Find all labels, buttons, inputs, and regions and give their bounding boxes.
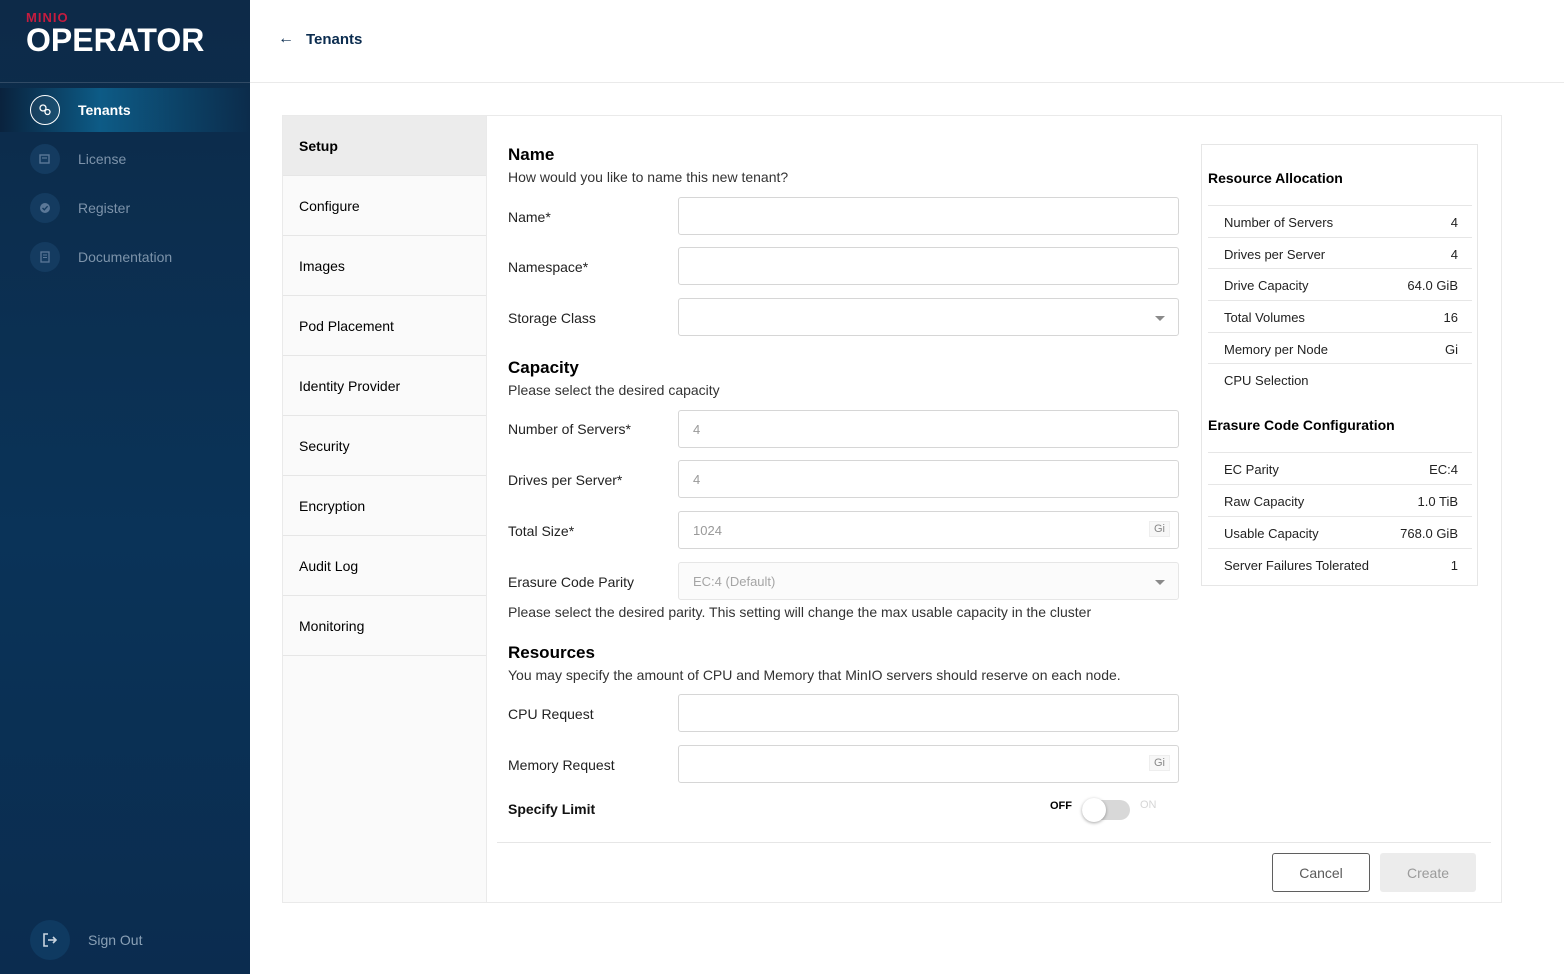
step-images[interactable]: Images — [283, 236, 486, 296]
summary-key: Server Failures Tolerated — [1224, 558, 1369, 573]
total-size-unit: Gi — [1149, 521, 1170, 537]
sidebar-divider — [0, 82, 250, 83]
memory-request-input[interactable] — [678, 745, 1179, 783]
total-size-label: Total Size* — [508, 523, 575, 539]
sign-out-label: Sign Out — [88, 932, 143, 948]
setup-form — [508, 116, 1180, 836]
tenant-size-summary — [1201, 144, 1478, 586]
servers-label: Number of Servers* — [508, 421, 631, 437]
summary-key: Raw Capacity — [1224, 494, 1305, 509]
step-encryption[interactable]: Encryption — [283, 476, 486, 536]
sign-out-icon — [30, 920, 70, 960]
parity-value: EC:4 (Default) — [693, 573, 776, 589]
drives-per-server-input[interactable]: 4 — [678, 460, 1179, 498]
parity-help-text: Please select the desired parity. This setting will change the max usable capacity in the cluster — [508, 604, 1092, 620]
toggle-off-label: OFF — [1050, 800, 1072, 812]
cpu-request-input[interactable] — [678, 694, 1179, 732]
footer-divider — [497, 842, 1491, 843]
step-setup[interactable]: Setup — [283, 116, 486, 176]
create-tenant-wizard — [282, 115, 1502, 903]
logo-minio-text: MINIO — [26, 10, 69, 25]
sidebar-item-register[interactable] — [0, 186, 250, 230]
step-identity-provider[interactable]: Identity Provider — [283, 356, 486, 416]
toggle-on-label: ON — [1140, 799, 1157, 811]
resource-allocation-title: Resource Allocation — [1208, 170, 1343, 186]
toggle-knob — [1082, 798, 1106, 822]
namespace-input[interactable] — [678, 247, 1179, 285]
erasure-code-parity-select[interactable] — [678, 562, 1179, 600]
back-label: Tenants — [306, 30, 363, 48]
summary-key: Drive Capacity — [1224, 278, 1309, 293]
summary-value: 64.0 GiB — [1407, 278, 1458, 293]
drives-label: Drives per Server* — [508, 472, 623, 488]
summary-row — [1208, 205, 1472, 237]
capacity-section-description: Please select the desired capacity — [508, 382, 720, 398]
register-check-icon — [30, 193, 60, 223]
capacity-section-title: Capacity — [508, 358, 579, 377]
sidebar-item-label: Tenants — [78, 102, 131, 118]
erasure-code-config-title: Erasure Code Configuration — [1208, 417, 1395, 433]
summary-row — [1208, 237, 1472, 269]
name-label: Name* — [508, 209, 551, 225]
sidebar — [0, 0, 250, 974]
summary-row — [1208, 268, 1472, 300]
sidebar-item-label: Documentation — [78, 249, 173, 265]
summary-row — [1208, 484, 1472, 516]
summary-value: 1 — [1450, 558, 1458, 573]
parity-label: Erasure Code Parity — [508, 574, 635, 590]
summary-key: EC Parity — [1224, 462, 1279, 477]
sidebar-item-documentation[interactable] — [0, 235, 250, 279]
cancel-button[interactable]: Cancel — [1272, 853, 1370, 892]
summary-value: EC:4 — [1429, 462, 1458, 477]
back-arrow-icon: ← — [278, 30, 294, 47]
summary-key: Drives per Server — [1224, 247, 1326, 262]
summary-row — [1208, 363, 1472, 395]
summary-row — [1208, 452, 1472, 484]
storage-class-select[interactable] — [678, 298, 1179, 336]
step-audit-log[interactable]: Audit Log — [283, 536, 486, 596]
step-configure[interactable]: Configure — [283, 176, 486, 236]
summary-key: CPU Selection — [1224, 373, 1309, 388]
license-icon — [30, 144, 60, 174]
namespace-label: Namespace* — [508, 259, 589, 275]
specify-limit-label: Specify Limit — [508, 801, 596, 817]
summary-row — [1208, 300, 1472, 332]
logo-operator-text: OPERATOR — [26, 22, 205, 58]
back-to-tenants-link[interactable] — [278, 30, 362, 48]
documentation-icon — [30, 242, 60, 272]
storage-class-label: Storage Class — [508, 310, 596, 326]
summary-value: Gi — [1445, 342, 1458, 357]
sidebar-item-label: License — [78, 151, 127, 167]
name-input[interactable] — [678, 197, 1179, 235]
name-section-title: Name — [508, 145, 555, 164]
memory-request-unit: Gi — [1149, 755, 1170, 771]
sign-out-button[interactable] — [30, 920, 142, 960]
summary-row — [1208, 516, 1472, 548]
step-security[interactable]: Security — [283, 416, 486, 476]
summary-value: 768.0 GiB — [1400, 526, 1458, 541]
summary-row — [1208, 332, 1472, 364]
summary-value: 16 — [1443, 310, 1458, 325]
minio-operator-logo[interactable] — [26, 10, 204, 57]
sidebar-item-tenants[interactable] — [0, 88, 250, 132]
step-pod-placement[interactable]: Pod Placement — [283, 296, 486, 356]
summary-value: 1.0 TiB — [1417, 494, 1458, 509]
wizard-steps — [283, 116, 487, 902]
number-of-servers-input[interactable]: 4 — [678, 410, 1179, 448]
summary-key: Total Volumes — [1224, 310, 1305, 325]
specify-limit-toggle-group — [1050, 796, 1180, 822]
tenants-icon — [30, 95, 60, 125]
summary-row — [1208, 548, 1472, 580]
step-monitoring[interactable]: Monitoring — [283, 596, 486, 656]
summary-key: Memory per Node — [1224, 342, 1329, 357]
total-size-value: 1024 — [693, 522, 722, 538]
create-button[interactable]: Create — [1380, 853, 1476, 892]
resources-section-description: You may specify the amount of CPU and Memory that MinIO servers should reserve on each node. — [508, 667, 1121, 683]
summary-key: Number of Servers — [1224, 215, 1334, 230]
memory-request-label: Memory Request — [508, 757, 615, 773]
page-header — [250, 0, 1564, 83]
summary-value: 4 — [1450, 215, 1458, 230]
resources-section-title: Resources — [508, 643, 595, 662]
total-size-input[interactable] — [678, 511, 1179, 549]
sidebar-item-license[interactable] — [0, 137, 250, 181]
summary-value: 4 — [1450, 247, 1458, 262]
cpu-request-label: CPU Request — [508, 706, 594, 722]
sidebar-item-label: Register — [78, 200, 131, 216]
name-section-description: How would you like to name this new tenant? — [508, 169, 789, 185]
specify-limit-toggle[interactable] — [1082, 800, 1130, 820]
summary-key: Usable Capacity — [1224, 526, 1319, 541]
